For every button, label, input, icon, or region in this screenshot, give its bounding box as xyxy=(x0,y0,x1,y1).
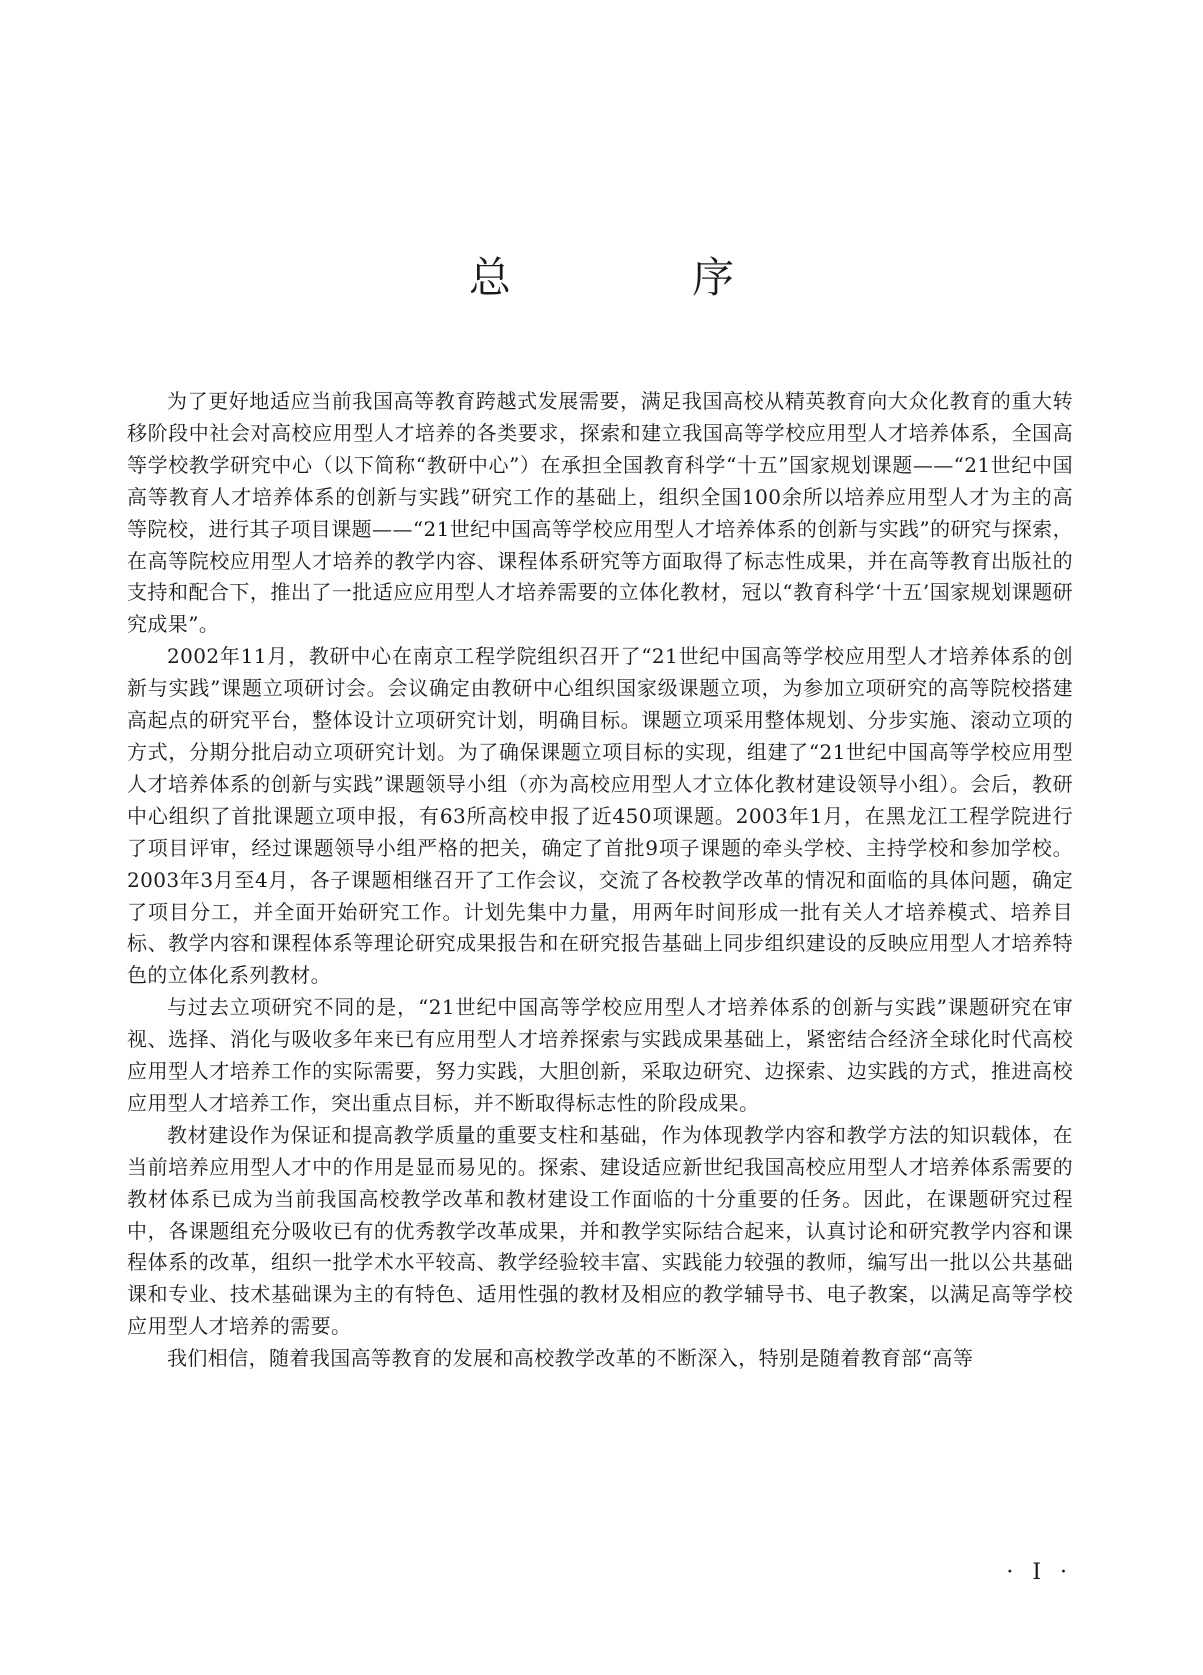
paragraph-1: 为了更好地适应当前我国高等教育跨越式发展需要，满足我国高校从精英教育向大众化教育的重大转移阶段中社会对高校应用型人才培养的各类要求，探索和建立我国高等学校应用型人才培养体系，全国高等学校教学研究中心（以下简称“教研中心”）在承担全国教育科学“十五”国家规划课题——“21世纪中国高等教育人才培养体系的创新与实践”研究工作的基础上，组织全国100余所以培养应用型人才为主的高等院校，进行其子项目课题——“21世纪中国高等学校应用型人才培养体系的创新与实践”的研究与探索，在高等院校应用型人才培养的教学内容、课程体系研究等方面取得了标志性成果，并在高等教育出版社的支持和配合下，推出了一批适应应用型人才培养需要的立体化教材，冠以“教育科学‘十五’国家规划课题研究成果”。 xyxy=(127,389,1073,637)
paragraph-5: 我们相信，随着我国高等教育的发展和高校教学改革的不断深入，特别是随着教育部“高等 xyxy=(167,1346,974,1371)
paragraph-3: 与过去立项研究不同的是，“21世纪中国高等学校应用型人才培养体系的创新与实践”课题研究在审视、选择、消化与吸收多年来已有应用型人才培养探索与实践成果基础上，紧密结合经济全球化时代高校应用型人才培养工作的实际需要，努力实践，大胆创新，采取边研究、边探索、边实践的方式，推进高校应用型人才培养工作，突出重点目标，并不断取得标志性的阶段成果。 xyxy=(127,995,1073,1115)
page-number: · I · xyxy=(1006,1560,1073,1585)
paragraph-2: 2002年11月，教研中心在南京工程学院组织召开了“21世纪中国高等学校应用型人才培养体系的创新与实践”课题立项研讨会。会议确定由教研中心组织国家级课题立项，为参加立项研究的高等院校搭建高起点的研究平台，整体设计立项研究计划，明确目标。课题立项采用整体规划、分步实施、滚动立项的方式，分期分批启动立项研究计划。为了确保课题立项目标的实现，组建了“21世纪中国高等学校应用型人才培养体系的创新与实践”课题领导小组（亦为高校应用型人才立体化教材建设领导小组）。会后，教研中心组织了首批课题立项申报，有63所高校申报了近450项课题。2003年1月，在黑龙江工程学院进行了项目评审，经过课题领导小组严格的把关，确定了首批9项子课题的牵头学校、主持学校和参加学校。2003年3月至4月，各子课题相继召开了工作会议，交流了各校教学改革的情况和面临的具体问题，确定了项目分工，并全面开始研究工作。计划先集中力量，用两年时间形成一批有关人才培养模式、培养目标、教学内容和课程体系等理论研究成果报告和在研究报告基础上同步组织建设的反映应用型人才培养特色的立体化系列教材。 xyxy=(127,644,1073,988)
body-text xyxy=(127,386,1073,1375)
page-title: 总 序 xyxy=(468,253,819,302)
paragraph-4: 教材建设作为保证和提高教学质量的重要支柱和基础，作为体现教学内容和教学方法的知识载体，在当前培养应用型人才中的作用是显而易见的。探索、建设适应新世纪我国高校应用型人才培养体系需要的教材体系已成为当前我国高校教学改革和教材建设工作面临的十分重要的任务。因此，在课题研究过程中，各课题组充分吸收已有的优秀教学改革成果，并和教学实际结合起来，认真讨论和研究教学内容和课程体系的改革，组织一批学术水平较高、教学经验较丰富、实践能力较强的教师，编写出一批以公共基础课和专业、技术基础课为主的有特色、适用性强的教材及相应的教学辅导书、电子教案，以满足高等学校应用型人才培养的需要。 xyxy=(127,1122,1073,1339)
